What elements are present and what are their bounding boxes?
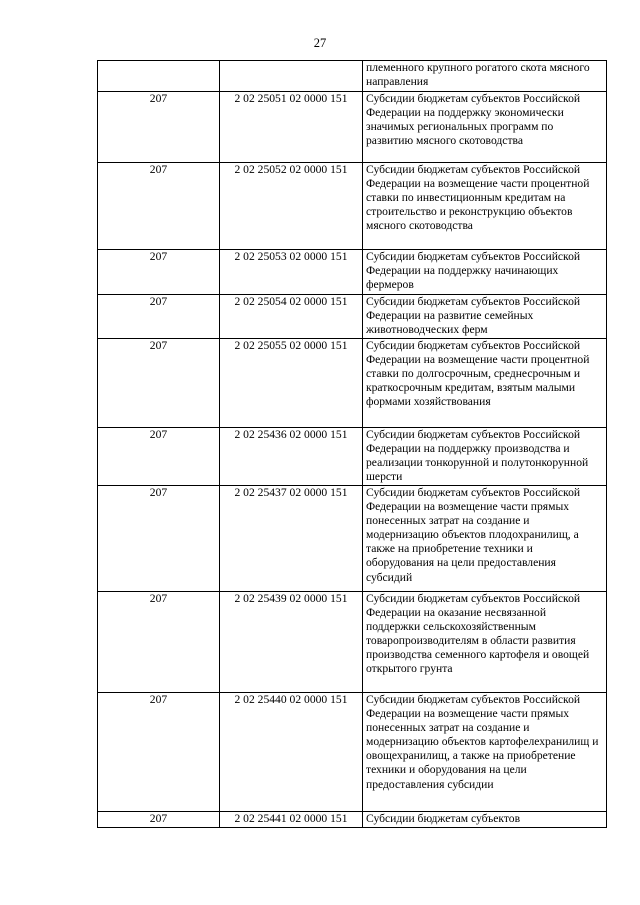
income-name-cell: Субсидии бюджетам субъектов Российской Федерации на возмещение части процентной ставки по долгосрочным, среднесрочным и краткосрочным кредитам, взятым малыми формами хозяйствования <box>363 339 607 428</box>
table-row <box>98 92 607 163</box>
admin-code-cell: 207 <box>98 486 220 592</box>
income-code-cell: 2 02 25054 02 0000 151 <box>220 295 363 339</box>
admin-code-cell: 207 <box>98 163 220 250</box>
table-row <box>98 339 607 428</box>
table-row <box>98 163 607 250</box>
table-row <box>98 61 607 92</box>
income-code-cell: 2 02 25437 02 0000 151 <box>220 486 363 592</box>
income-name-cell: племенного крупного рогатого скота мясного направления <box>363 61 607 92</box>
admin-code-cell: 207 <box>98 92 220 163</box>
income-name-cell: Субсидии бюджетам субъектов Российской Федерации на возмещение части прямых понесенных затрат на создание и модернизацию объектов картофелехранилищ и овощехранилищ, а также на приобретение техники и оборудования на цели предоставления субсидии <box>363 693 607 812</box>
income-code-cell: 2 02 25053 02 0000 151 <box>220 250 363 295</box>
income-name-cell: Субсидии бюджетам субъектов Российской Федерации на возмещение части процентной ставки по инвестиционным кредитам на строительство и реконструкцию объектов мясного скотоводства <box>363 163 607 250</box>
income-code-cell: 2 02 25439 02 0000 151 <box>220 592 363 693</box>
income-code-cell: 2 02 25436 02 0000 151 <box>220 428 363 486</box>
income-name-cell: Субсидии бюджетам субъектов <box>363 812 607 828</box>
admin-code-cell: 207 <box>98 295 220 339</box>
income-name-cell: Субсидии бюджетам субъектов Российской Федерации на поддержку производства и реализации тонкорунной и полутонкорунной шерсти <box>363 428 607 486</box>
table-row <box>98 486 607 592</box>
admin-code-cell: 207 <box>98 250 220 295</box>
income-name-cell: Субсидии бюджетам субъектов Российской Федерации на поддержку начинающих фермеров <box>363 250 607 295</box>
income-name-cell: Субсидии бюджетам субъектов Российской Федерации на оказание несвязанной поддержки сельскохозяйственным товаропроизводителям в области развития производства семенного картофеля и овощей открытого грунта <box>363 592 607 693</box>
table-row <box>98 295 607 339</box>
admin-code-cell <box>98 61 220 92</box>
admin-code-cell: 207 <box>98 592 220 693</box>
admin-code-cell: 207 <box>98 339 220 428</box>
income-name-cell: Субсидии бюджетам субъектов Российской Федерации на поддержку экономически значимых региональных программ по развитию мясного скотоводства <box>363 92 607 163</box>
table-row <box>98 428 607 486</box>
income-code-cell: 2 02 25051 02 0000 151 <box>220 92 363 163</box>
table-row <box>98 693 607 812</box>
income-code-cell: 2 02 25440 02 0000 151 <box>220 693 363 812</box>
table-row <box>98 592 607 693</box>
income-code-cell: 2 02 25055 02 0000 151 <box>220 339 363 428</box>
admin-code-cell: 207 <box>98 428 220 486</box>
table-row <box>98 812 607 828</box>
admin-code-cell: 207 <box>98 812 220 828</box>
admin-code-cell: 207 <box>98 693 220 812</box>
income-code-cell <box>220 61 363 92</box>
page-number: 27 <box>313 36 327 50</box>
table-row <box>98 250 607 295</box>
table-body <box>98 61 607 828</box>
income-name-cell: Субсидии бюджетам субъектов Российской Федерации на развитие семейных животноводческих ферм <box>363 295 607 339</box>
income-name-cell: Субсидии бюджетам субъектов Российской Федерации на возмещение части прямых понесенных затрат на создание и модернизацию объектов плодохранилищ, а также на приобретение техники и оборудования на цели предоставления субсидий <box>363 486 607 592</box>
income-code-cell: 2 02 25441 02 0000 151 <box>220 812 363 828</box>
budget-classification-table <box>97 60 607 828</box>
income-code-cell: 2 02 25052 02 0000 151 <box>220 163 363 250</box>
